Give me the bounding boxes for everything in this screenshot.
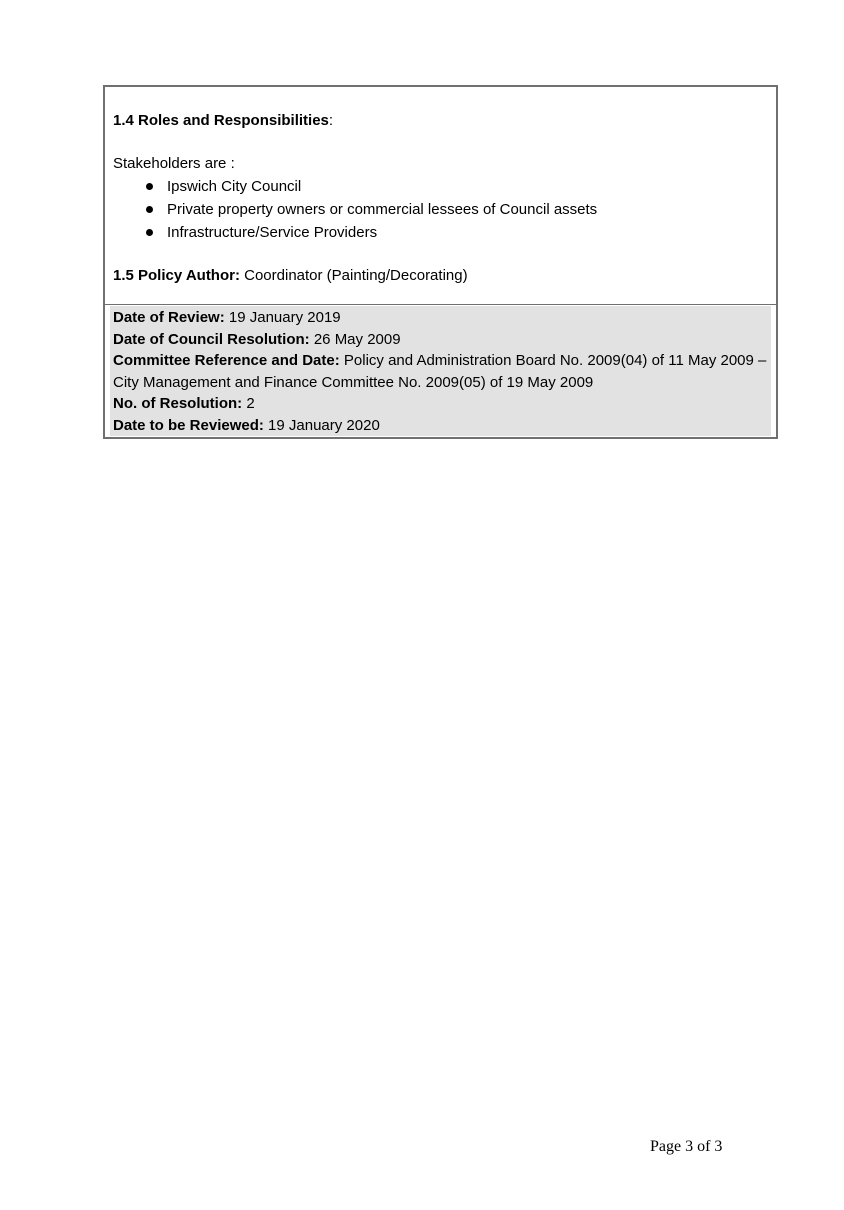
stakeholders-list <box>113 175 768 244</box>
date-to-be-reviewed: Date to be Reviewed: 19 January 2020 <box>113 416 380 434</box>
number-of-resolution: No. of Resolution: 2 <box>113 395 255 412</box>
policy-author: 1.5 Policy Author: Coordinator (Painting/Decorating) <box>113 267 468 284</box>
roles-section <box>105 87 776 305</box>
policy-table <box>103 85 778 439</box>
list-item: Ipswich City Council <box>141 175 768 198</box>
roles-heading: 1.4 Roles and Responsibilities: <box>113 112 334 129</box>
list-item: Private property owners or commercial lessees of Council assets <box>141 198 768 221</box>
list-item: Infrastructure/Service Providers <box>141 221 768 244</box>
page-number: Page 3 of 3 <box>650 1138 723 1155</box>
date-of-review: Date of Review: 19 January 2019 <box>113 309 341 326</box>
stakeholders-intro: Stakeholders are : <box>113 155 235 172</box>
details-section <box>110 306 771 436</box>
committee-reference: Committee Reference and Date: Policy and Administration Board No. 2009(04) of 11 May 2009 – City Management and Finance Committee No. 2009(05) of 19 May 2009 <box>113 352 767 391</box>
date-of-council-resolution: Date of Council Resolution: 26 May 2009 <box>113 330 401 348</box>
